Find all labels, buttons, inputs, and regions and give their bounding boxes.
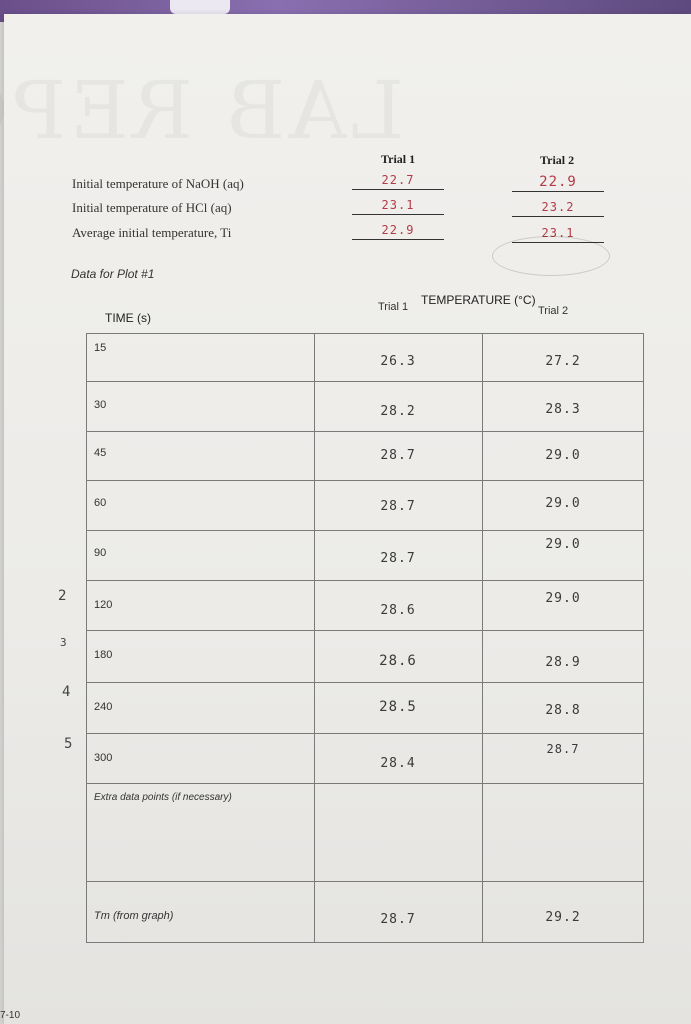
- table-row: [86, 431, 644, 480]
- table-row: [86, 682, 644, 733]
- tm-row: [86, 881, 644, 943]
- trial2-cell: 28.7: [546, 742, 580, 756]
- time-cell: 30: [94, 399, 107, 411]
- time-cell: 45: [94, 447, 107, 459]
- table-bottom-border: [86, 942, 644, 943]
- trial1-header: Trial 1: [381, 152, 416, 166]
- lab-report-page: [4, 14, 691, 1024]
- table-row: [86, 580, 644, 630]
- trial1-cell: 28.7: [380, 499, 416, 514]
- table-trial1-header: Trial 1: [378, 301, 409, 313]
- trial1-cell: 28.2: [380, 404, 416, 419]
- tm-label: Tm (from graph): [94, 910, 174, 922]
- naoh-temp-label: Initial temperature of NaOH (aq): [72, 176, 244, 191]
- naoh-trial2-value: 22.9: [512, 174, 604, 192]
- time-cell: 15: [94, 342, 107, 354]
- page-number: 7-10: [0, 1010, 21, 1021]
- table-row: [86, 630, 644, 682]
- show-through-watermark: [44, 64, 404, 154]
- trial1-cell: 28.5: [379, 699, 417, 715]
- table-row: [86, 733, 644, 783]
- hcl-trial1-value: 23.1: [352, 197, 444, 215]
- trial2-cell: 29.0: [545, 448, 581, 463]
- trial2-cell: 27.2: [545, 354, 581, 369]
- trial2-cell: 29.0: [545, 591, 581, 606]
- trial1-cell: 26.3: [380, 354, 416, 369]
- pencil-circle-mark: [492, 236, 610, 276]
- trial1-cell: 28.6: [379, 653, 417, 669]
- margin-number: 3: [60, 636, 68, 649]
- avg-trial2-value: 23.1: [512, 225, 604, 243]
- tm-trial1-value: 28.7: [380, 912, 416, 927]
- time-cell: 240: [94, 701, 113, 713]
- trial2-cell: 29.0: [545, 496, 581, 511]
- hcl-trial2-value: 23.2: [512, 199, 604, 217]
- trial2-cell: 28.8: [545, 703, 581, 718]
- margin-number: 4: [62, 684, 72, 700]
- extra-data-row: [86, 783, 644, 881]
- time-cell: 60: [94, 497, 107, 509]
- table-row: [86, 381, 644, 431]
- trial2-cell: 28.9: [545, 655, 581, 670]
- avg-trial1-value: 22.9: [352, 222, 444, 240]
- time-cell: 90: [94, 547, 107, 559]
- table-row: [86, 530, 644, 580]
- naoh-trial1-value: 22.7: [352, 172, 444, 190]
- trial1-cell: 28.6: [380, 603, 416, 618]
- trial2-cell: 29.0: [545, 537, 581, 552]
- trial1-cell: 28.4: [380, 756, 416, 771]
- temperature-header: TEMPERATURE (°C): [421, 293, 536, 307]
- time-cell: 120: [94, 599, 113, 611]
- trial1-cell: 28.7: [380, 448, 416, 463]
- table-row: [86, 480, 644, 530]
- table-trial2-header: Trial 2: [538, 305, 569, 317]
- tm-trial2-value: 29.2: [545, 910, 581, 925]
- trial2-header: Trial 2: [540, 153, 575, 167]
- extra-data-label: Extra data points (if necessary): [94, 792, 232, 803]
- paper-tab: [170, 0, 230, 14]
- plot-label: Data for Plot #1: [71, 267, 155, 281]
- time-cell: 300: [94, 752, 113, 764]
- time-header: TIME (s): [105, 311, 151, 325]
- margin-number: 2: [58, 588, 68, 604]
- trial2-cell: 28.3: [545, 402, 581, 417]
- avg-temp-label: Average initial temperature, Ti: [72, 225, 232, 240]
- margin-number: 5: [64, 736, 74, 752]
- hcl-temp-label: Initial temperature of HCl (aq): [72, 200, 232, 215]
- table-row: [86, 333, 644, 381]
- temperature-table: [86, 333, 644, 943]
- time-cell: 180: [94, 649, 113, 661]
- trial1-cell: 28.7: [380, 551, 416, 566]
